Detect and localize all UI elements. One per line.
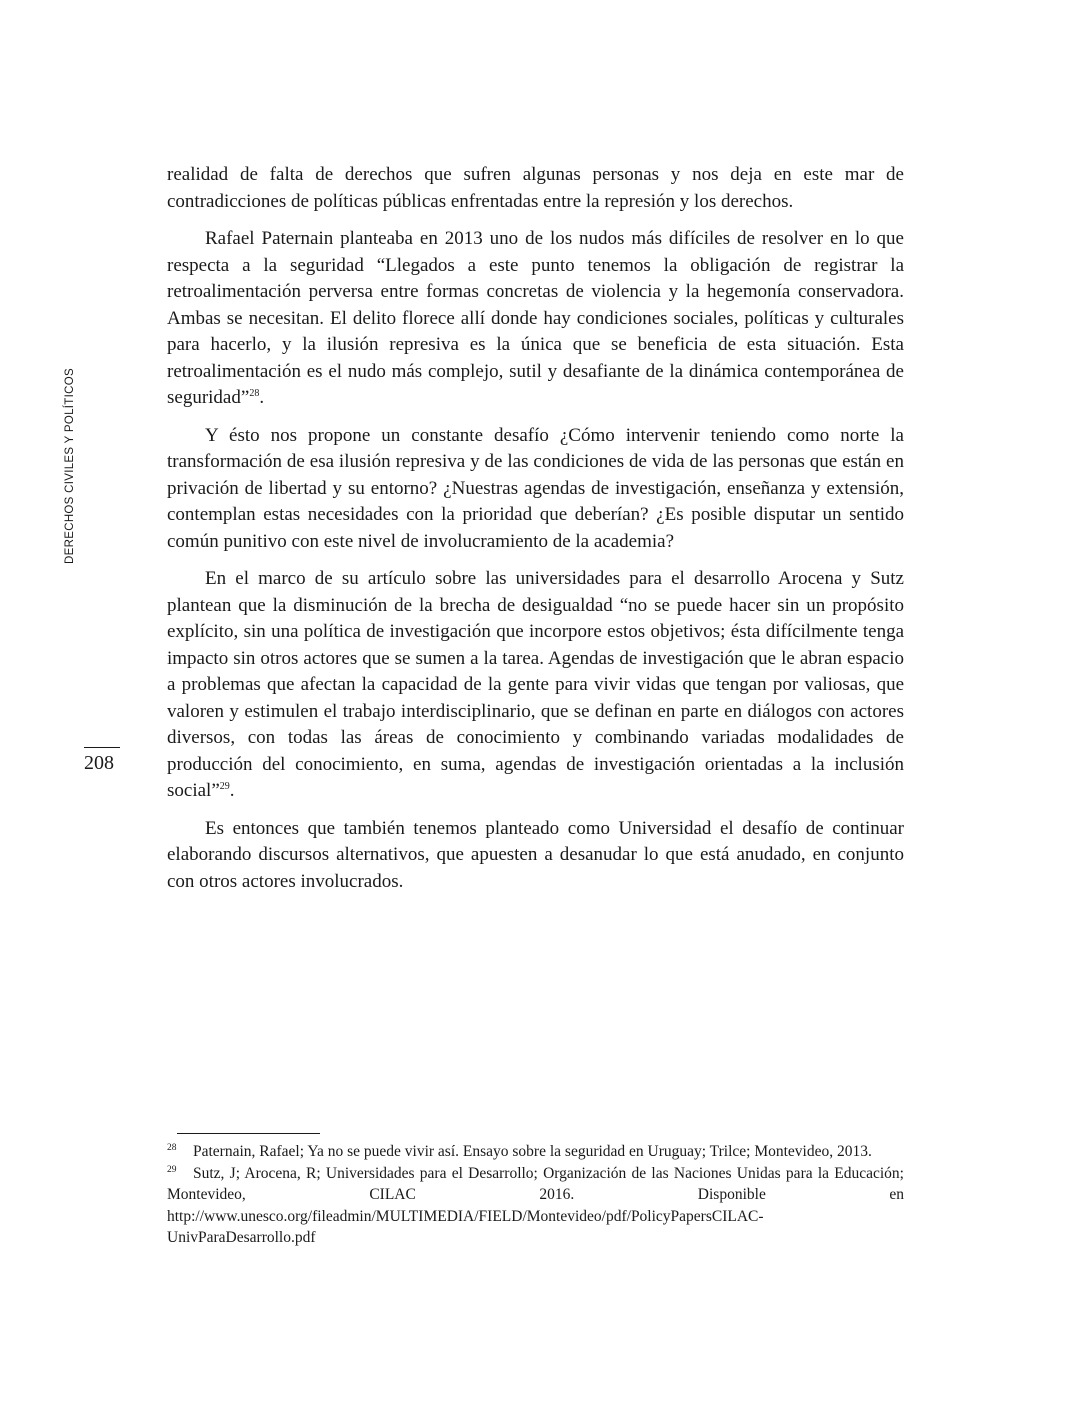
body-text (167, 162, 904, 906)
paragraph-1: realidad de falta de derechos que sufren algunas personas y nos deja en este mar de contradicciones de políticas públicas enfrentadas entre la represión y los derechos. (167, 164, 904, 212)
footnotes (167, 1141, 904, 1249)
footnote-ref-28[interactable]: 28 (249, 388, 260, 399)
footnote-28: 28 Paternain, Rafael; Ya no se puede vivir así. Ensayo sobre la seguridad en Uruguay; Trilce; Montevideo, 2013. (167, 1143, 872, 1160)
running-title: DERECHOS CIVILES Y POLÍTICOS (64, 368, 76, 564)
footnote-separator (177, 1133, 320, 1134)
footnote-29: 29 Sutz, J; Arocena, R; Universidades para el Desarrollo; Organización de las Naciones Unidas para la Educación; Montevideo, CILAC 2016. Disponible en http://www.unesco.org/fileadmin/MULTIMEDIA/FIELD/Montevideo/pdf/PolicyPapersCILAC-UnivParaDesarrollo.pdf (167, 1164, 904, 1246)
footnote-text: Paternain, Rafael; Ya no se puede vivir así. Ensayo sobre la seguridad en Uruguay; Trilce; Montevideo, 2013. (193, 1143, 872, 1160)
paragraph-2-end: . (259, 387, 265, 408)
footnote-text: Sutz, J; Arocena, R; Universidades para el Desarrollo; Organización de las Naciones Unidas para la Educación; Montevideo, CILAC 2016. Disponible en http://www.unesco.org/fileadmin/MULTIMEDIA/FIELD/Montevideo/pdf/PolicyPapersCILAC-UnivParaDesarrollo.pdf (167, 1164, 904, 1246)
paragraph-4-end: . (229, 780, 235, 801)
paragraph-4 (167, 566, 904, 805)
footnote-ref-29[interactable]: 29 (219, 781, 230, 792)
paragraph-5: Es entonces que también tenemos planteado como Universidad el desafío de continuar elaborando discursos alternativos, que apuesten a desanudar lo que está anudado, en conjunto con otros actores involucrados. (167, 817, 904, 892)
page-number-rule (84, 747, 120, 748)
page-number: 208 (84, 752, 114, 774)
paragraph-3: Y ésto nos propone un constante desafío ¿Cómo intervenir teniendo como norte la transformación de esa ilusión represiva y de las condiciones de vida de las personas que están en privación de libertad y su entorno? ¿Nuestras agendas de investigación, enseñanza y extensión, contemplan estas necesidades con la prioridad que deberían? ¿Es posible disputar un sentido común punitivo con este nivel de involucramiento de la academia? (167, 424, 904, 552)
paragraph-2-text: Rafael Paternain planteaba en 2013 uno de los nudos más difíciles de resolver en lo que respecta a la seguridad “Llegados a este punto tenemos la obligación de registrar la retroalimentación perversa entre formas concretas de violencia y la hegemonía conservadora. Ambas se necesitan. El delito florece allí donde hay condiciones sociales, políticas y culturales para hacerlo, y la ilusión represiva es la única que se beneficia de esta situación. Esta retroalimentación es el nudo más complejo, sutil y desafiante de la dinámica contemporánea de seguridad” (167, 228, 904, 408)
paragraph-4-text: En el marco de su artículo sobre las universidades para el desarrollo Arocena y Sutz plantean que la disminución de la brecha de desigualdad “no se puede hacer sin un propósito explícito, sin una política de investigación que incorpore estos objetivos; ésta difícilmente tenga impacto sin otros actores que se sumen a la tarea. Agendas de investigación que le abran espacio a problemas que afectan la capacidad de la gente para vivir vidas que tengan por valiosas, que valoren y estimulen el trabajo interdisciplinario, que se definan en parte en diálogos con actores diversos, con todas las áreas de conocimiento y combinando variadas modalidades de producción del conocimiento, en suma, agendas de investigación orientadas a la inclusión social” (167, 568, 904, 801)
paragraph-2 (167, 226, 904, 412)
